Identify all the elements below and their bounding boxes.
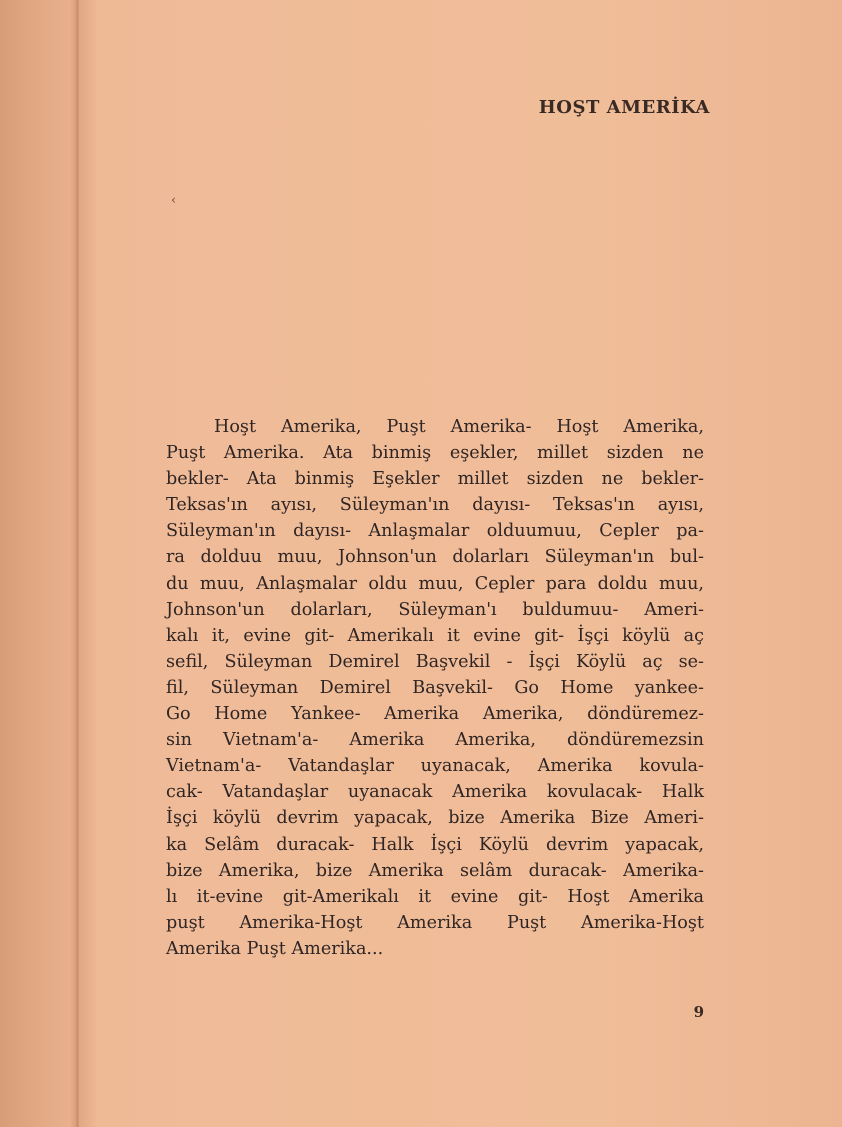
text-line: Johnson'un dolarları, Süleyman'ı buldumuu- Ameri- <box>166 599 704 620</box>
text-line: Hoşt Amerika, Puşt Amerika- Hoşt Amerika, <box>214 417 704 437</box>
text-line: lı it-evine git-Amerikalı it evine git- Hoşt Amerika <box>166 886 704 907</box>
page-number: 9 <box>693 1003 704 1021</box>
text-line: du muu, Anlaşmalar oldu muu, Cepler para doldu muu, <box>166 573 704 594</box>
text-line: bekler- Ata binmiş Eşekler millet sizden ne bekler- <box>166 469 704 490</box>
text-line: fil, Süleyman Demirel Başvekil- Go Home yankee- <box>166 677 704 698</box>
text-line: Puşt Amerika. Ata binmiş eşekler, millet sizden ne <box>166 443 704 464</box>
text-line: ra dolduu muu, Johnson'un dolarları Süleyman'ın bul- <box>166 547 704 568</box>
text-line: puşt Amerika-Hoşt Amerika Puşt Amerika-Hoşt <box>166 912 704 933</box>
page-edge-shadow <box>78 0 98 1127</box>
page-gutter <box>0 0 78 1127</box>
text-line: Go Home Yankee- Amerika Amerika, döndüremez- <box>166 704 704 725</box>
poem-text <box>166 414 704 962</box>
text-line: İşçi köylü devrim yapacak, bize Amerika Bize Ameri- <box>166 808 704 829</box>
text-line: kalı it, evine git- Amerikalı it evine git- İşçi köylü aç <box>166 625 704 646</box>
text-line: ka Selâm duracak- Halk İşçi Köylü devrim yapacak, <box>166 834 704 855</box>
text-line: bize Amerika, bize Amerika selâm duracak- Amerika- <box>166 860 704 881</box>
running-title: HOŞT AMERİKA <box>538 97 710 118</box>
text-line: Vietnam'a- Vatandaşlar uyanacak, Amerika kovula- <box>166 756 704 777</box>
text-line: Amerika Puşt Amerika... <box>166 938 384 959</box>
text-line: Teksas'ın ayısı, Süleyman'ın dayısı- Teksas'ın ayısı, <box>166 495 704 516</box>
margin-mark: ‹ <box>171 193 177 208</box>
text-line: sin Vietnam'a- Amerika Amerika, döndüremezsin <box>166 730 704 751</box>
text-line: cak- Vatandaşlar uyanacak Amerika kovulacak- Halk <box>166 782 704 803</box>
text-line: sefil, Süleyman Demirel Başvekil - İşçi Köylü aç se- <box>166 651 704 672</box>
text-line: Süleyman'ın dayısı- Anlaşmalar olduumuu, Cepler pa- <box>166 521 704 542</box>
